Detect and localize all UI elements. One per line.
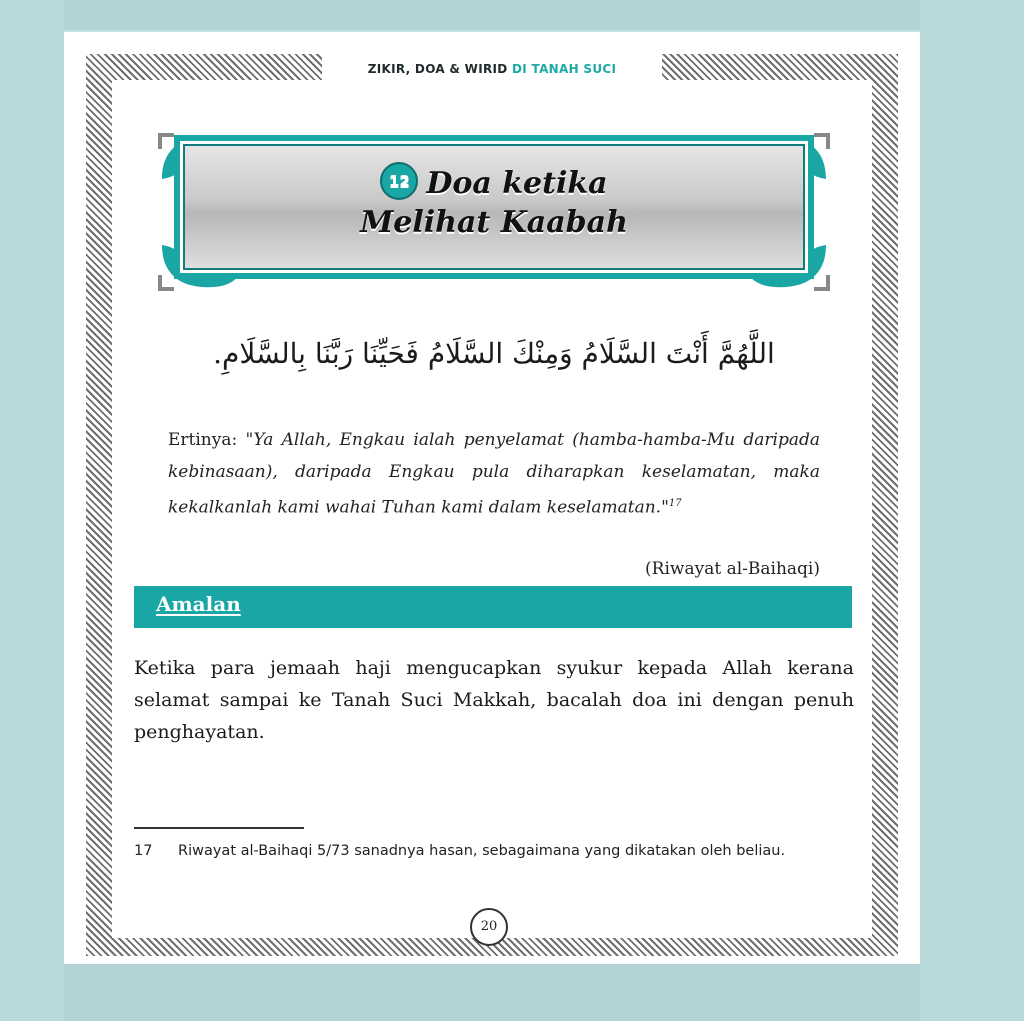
chapter-title-line1: Doa ketika (426, 166, 608, 201)
amalan-heading: Amalan (156, 592, 241, 616)
chapter-banner (154, 127, 834, 297)
footnote-text: Riwayat al-Baihaqi 5/73 sanadnya hasan, sebagaimana yang dikatakan oleh beliau. (178, 843, 786, 859)
narration-source: (Riwayat al-Baihaqi) (645, 559, 820, 579)
chapter-title-line2: Melihat Kaabah (360, 205, 628, 240)
page-number: 20 (470, 908, 508, 946)
footnote-divider (134, 827, 304, 829)
chapter-number-badge: 12 (380, 162, 418, 200)
book-page (64, 32, 920, 964)
footnote-reference[interactable]: 17 (668, 498, 682, 509)
running-header-accent: DI TANAH SUCI (512, 62, 617, 76)
background-band-right (920, 0, 1024, 1021)
chapter-title (154, 165, 834, 242)
background-band-left (0, 0, 64, 1021)
amalan-section-header (134, 586, 852, 628)
amalan-body-text: Ketika para jemaah haji mengucapkan syukur kepada Allah kerana selamat sampai ke Tanah Suci Makkah, bacalah doa ini dengan penuh penghayatan. (134, 657, 854, 743)
meaning-lead: Ertinya: (168, 430, 238, 450)
background-band-top (0, 0, 1024, 30)
footnote-number: 17 (134, 843, 153, 859)
meaning-text: "Ya Allah, Engkau ialah penyelamat (hamba-hamba-Mu daripada kebinasaan), daripada Engkau pula diharapkan keselamatan, maka kekalkanlah kami wahai Tuhan kami dalam keselamatan." (168, 430, 821, 518)
background-band-bottom (0, 962, 1024, 1021)
arabic-prayer-text: اللَّهُمَّ أَنْتَ السَّلَامُ وَمِنْكَ السَّلَامُ فَحَيِّنَا رَبَّنَا بِالسَّلَامِ. (213, 337, 775, 370)
running-header (322, 52, 662, 86)
prayer-meaning (168, 424, 820, 524)
running-header-main: ZIKIR, DOA & WIRID (367, 62, 513, 76)
